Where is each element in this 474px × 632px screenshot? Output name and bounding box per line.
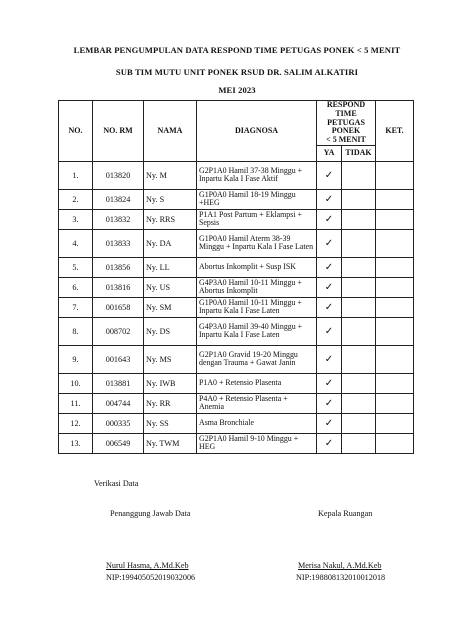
row-nama: Ny. RRS	[144, 209, 197, 229]
header-tidak: TIDAK	[342, 145, 376, 161]
row-tidak	[342, 317, 376, 345]
row-rm: 013881	[93, 373, 144, 393]
row-nama: Ny. TWM	[144, 433, 197, 453]
row-ya-check: ✓	[317, 413, 342, 433]
row-diagnosa: G2P1A0 Gravid 19-20 Minggu dengan Trauma + Gawat Janin	[197, 345, 317, 373]
row-nama: Ny. SS	[144, 413, 197, 433]
row-ket	[376, 433, 414, 453]
row-nama: Ny. LL	[144, 257, 197, 277]
row-no: 5.	[59, 257, 93, 277]
row-nama: Ny. M	[144, 161, 197, 189]
header-respond-line: PONEK	[331, 126, 361, 136]
row-nama: Ny. S	[144, 189, 197, 209]
row-tidak	[342, 229, 376, 257]
row-no: 2.	[59, 189, 93, 209]
row-ket	[376, 209, 414, 229]
table-row	[59, 433, 414, 453]
row-rm: 013816	[93, 277, 144, 297]
document-period: MEI 2023	[218, 85, 256, 95]
row-no: 9.	[59, 345, 93, 373]
row-rm: 013832	[93, 209, 144, 229]
row-diagnosa: G2P1A0 Hamil 9-10 Minggu + HEG	[197, 433, 317, 453]
row-diagnosa: P1A1 Post Partum + Eklampsi + Sepsis	[197, 209, 317, 229]
row-ya-check: ✓	[317, 229, 342, 257]
row-ket	[376, 257, 414, 277]
table-row	[59, 229, 414, 257]
row-ya-check: ✓	[317, 257, 342, 277]
row-ya-check: ✓	[317, 209, 342, 229]
row-nama: Ny. RR	[144, 393, 197, 413]
row-nama: Ny. SM	[144, 297, 197, 317]
row-ya-check: ✓	[317, 393, 342, 413]
row-nama: Ny. DA	[144, 229, 197, 257]
header-respond-time	[317, 101, 376, 146]
header-ya: YA	[317, 145, 342, 161]
header-rm: NO. RM	[93, 101, 144, 162]
left-signer-nip: NIP:199405052019032006	[106, 573, 196, 582]
row-rm: 004744	[93, 393, 144, 413]
table-row	[59, 297, 414, 317]
row-ya-check: ✓	[317, 277, 342, 297]
header-respond-line: PETUGAS	[327, 117, 365, 127]
table-row	[59, 345, 414, 373]
left-signer-name: Nurul Hasma, A.Md.Keb	[106, 561, 189, 570]
row-nama: Ny. IWB	[144, 373, 197, 393]
row-ya-check: ✓	[317, 433, 342, 453]
right-signer-role: Kepala Ruangan	[318, 509, 373, 518]
right-signer-name: Merisa Nakul, A.Md.Keb	[298, 561, 382, 570]
row-no: 3.	[59, 209, 93, 229]
row-rm: 013820	[93, 161, 144, 189]
row-rm: 013824	[93, 189, 144, 209]
row-diagnosa: G2P1A0 Hamil 37-38 Minggu + Inpartu Kala I Fase Aktif	[197, 161, 317, 189]
row-tidak	[342, 189, 376, 209]
table-row	[59, 209, 414, 229]
row-diagnosa: G4P3A0 Hamil 39-40 Minggu + Inpartu Kala I Fase Laten	[197, 317, 317, 345]
row-nama: Ny. MS	[144, 345, 197, 373]
row-ya-check: ✓	[317, 161, 342, 189]
row-ket	[376, 393, 414, 413]
header-respond-line: RESPOND	[326, 100, 366, 109]
row-tidak	[342, 161, 376, 189]
header-diagnosa: DIAGNOSA	[197, 101, 317, 162]
row-no: 11.	[59, 393, 93, 413]
row-rm: 001643	[93, 345, 144, 373]
row-ket	[376, 413, 414, 433]
row-diagnosa: P1A0 + Retensio Plasenta	[197, 373, 317, 393]
row-ket	[376, 297, 414, 317]
row-no: 1.	[59, 161, 93, 189]
row-rm: 008702	[93, 317, 144, 345]
row-diagnosa: G1P0A0 Hamil 18-19 Minggu +HEG	[197, 189, 317, 209]
row-tidak	[342, 209, 376, 229]
data-table	[58, 100, 414, 454]
row-rm: 013833	[93, 229, 144, 257]
row-no: 13.	[59, 433, 93, 453]
row-no: 12.	[59, 413, 93, 433]
table-row	[59, 393, 414, 413]
row-no: 7.	[59, 297, 93, 317]
row-tidak	[342, 413, 376, 433]
row-ket	[376, 373, 414, 393]
row-rm: 006549	[93, 433, 144, 453]
row-ya-check: ✓	[317, 297, 342, 317]
row-rm: 001658	[93, 297, 144, 317]
row-ket	[376, 277, 414, 297]
row-tidak	[342, 345, 376, 373]
row-ket	[376, 189, 414, 209]
header-no: NO.	[59, 101, 93, 162]
row-no: 10.	[59, 373, 93, 393]
row-tidak	[342, 277, 376, 297]
row-diagnosa: G4P3A0 Hamil 10-11 Minggu + Abortus Inkomplit	[197, 277, 317, 297]
row-tidak	[342, 373, 376, 393]
header-respond-line: TIME	[335, 108, 357, 118]
row-ya-check: ✓	[317, 345, 342, 373]
table-row	[59, 413, 414, 433]
table-row	[59, 161, 414, 189]
table-row	[59, 277, 414, 297]
table-row	[59, 317, 414, 345]
row-no: 4.	[59, 229, 93, 257]
row-diagnosa: G1P0A0 Hamil Aterm 38-39 Minggu + Inpartu Kala I Fase Laten	[197, 229, 317, 257]
row-ket	[376, 317, 414, 345]
table-row	[59, 257, 414, 277]
row-ket	[376, 229, 414, 257]
header-respond-line: < 5 MENIT	[326, 135, 366, 145]
row-rm: 000335	[93, 413, 144, 433]
document-title: LEMBAR PENGUMPULAN DATA RESPOND TIME PETUGAS PONEK < 5 MENIT	[73, 45, 401, 55]
row-diagnosa: P4A0 + Retensio Plasenta + Anemia	[197, 393, 317, 413]
document-subtitle: SUB TIM MUTU UNIT PONEK RSUD DR. SALIM ALKATIRI	[115, 67, 359, 77]
row-nama: Ny. DS	[144, 317, 197, 345]
row-diagnosa: Abortus Inkomplit + Susp ISK	[197, 257, 317, 277]
row-tidak	[342, 393, 376, 413]
header-nama: NAMA	[144, 101, 197, 162]
row-tidak	[342, 433, 376, 453]
row-rm: 013856	[93, 257, 144, 277]
row-tidak	[342, 297, 376, 317]
row-ket	[376, 161, 414, 189]
row-ket	[376, 345, 414, 373]
row-nama: Ny. US	[144, 277, 197, 297]
table-row	[59, 373, 414, 393]
row-no: 8.	[59, 317, 93, 345]
row-ya-check: ✓	[317, 373, 342, 393]
row-no: 6.	[59, 277, 93, 297]
row-tidak	[342, 257, 376, 277]
row-ya-check: ✓	[317, 189, 342, 209]
row-diagnosa: G1P0A0 Hamil 10-11 Minggu + Inpartu Kala I Fase Laten	[197, 297, 317, 317]
right-signer-nip: NIP:198808132010012018	[296, 573, 386, 582]
table-row	[59, 189, 414, 209]
left-signer-role: Penanggung Jawab Data	[110, 509, 191, 518]
row-diagnosa: Asma Bronchiale	[197, 413, 317, 433]
header-ket: KET.	[376, 101, 414, 162]
row-ya-check: ✓	[317, 317, 342, 345]
verification-label: Verikasi Data	[94, 479, 139, 488]
